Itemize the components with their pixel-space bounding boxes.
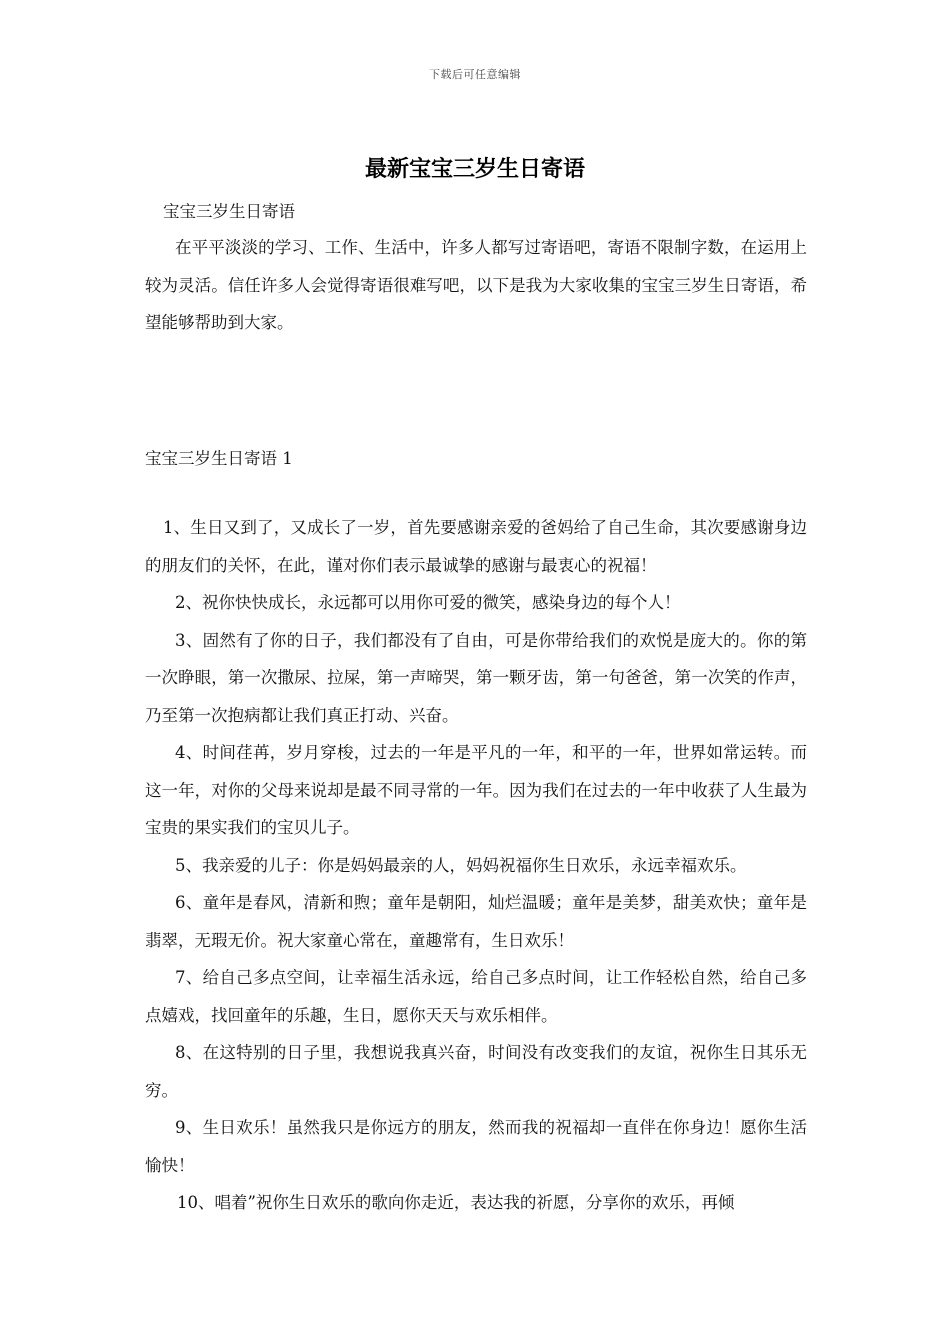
list-item: 9、生日欢乐！虽然我只是你远方的朋友，然而我的祝福却一直伴在你身边！愿你生活愉快！ [145,1118,807,1175]
document-subtitle: 宝宝三岁生日寄语 [163,202,295,221]
list-item: 1、生日又到了，又成长了一岁，首先要感谢亲爱的爸妈给了自己生命，其次要感谢身边的朋友们的关怀，在此，谨对你们表示最诚挚的感谢与最衷心的祝福！ [145,518,807,575]
list-item: 8、在这特别的日子里，我想说我真兴奋，时间没有改变我们的友谊，祝你生日其乐无穷。 [145,1043,807,1100]
section-heading: 宝宝三岁生日寄语 1 [145,449,293,468]
document-title: 最新宝宝三岁生日寄语 [364,156,585,182]
list-item: 7、给自己多点空间，让幸福生活永远，给自己多点时间，让工作轻松自然，给自己多点嬉戏，找回童年的乐趣，生日，愿你天天与欢乐相伴。 [145,968,807,1025]
intro-paragraph: 在平平淡淡的学习、工作、生活中，许多人都写过寄语吧，寄语不限制字数，在运用上较为灵活。信任许多人会觉得寄语很难写吧，以下是我为大家收集的宝宝三岁生日寄语，希望能够帮助到大家。 [145,238,807,332]
list-item: 3、固然有了你的日子，我们都没有了自由，可是你带给我们的欢悦是庞大的。你的第一次睁眼，第一次撒尿、拉屎，第一声啼哭，第一颗牙齿，第一句爸爸，第一次笑的作声，乃至第一次抱病都让我们真正打动、兴奋。 [145,630,807,725]
header-note: 下载后可任意编辑 [429,68,521,81]
intro-section [145,229,807,342]
list-item: 2、祝你快快成长，永远都可以用你可爱的微笑，感染身边的每个人！ [175,593,681,612]
list-item: 10、唱着”祝你生日欢乐的歌向你走近，表达我的祈愿，分享你的欢乐，再倾 [177,1193,735,1212]
list-item: 6、童年是春风，清新和煦；童年是朝阳，灿烂温暖；童年是美梦，甜美欢快；童年是翡翠，无瑕无价。祝大家童心常在，童趣常有，生日欢乐！ [145,893,807,950]
list-item: 5、我亲爱的儿子：你是妈妈最亲的人，妈妈祝福你生日欢乐，永远幸福欢乐。 [175,855,747,875]
wish-list [145,509,807,1222]
list-item: 4、时间荏苒，岁月穿梭，过去的一年是平凡的一年，和平的一年，世界如常运转。而这一年，对你的父母来说却是最不同寻常的一年。因为我们在过去的一年中收获了人生最为宝贵的果实我们的宝贝儿子。 [145,743,807,837]
